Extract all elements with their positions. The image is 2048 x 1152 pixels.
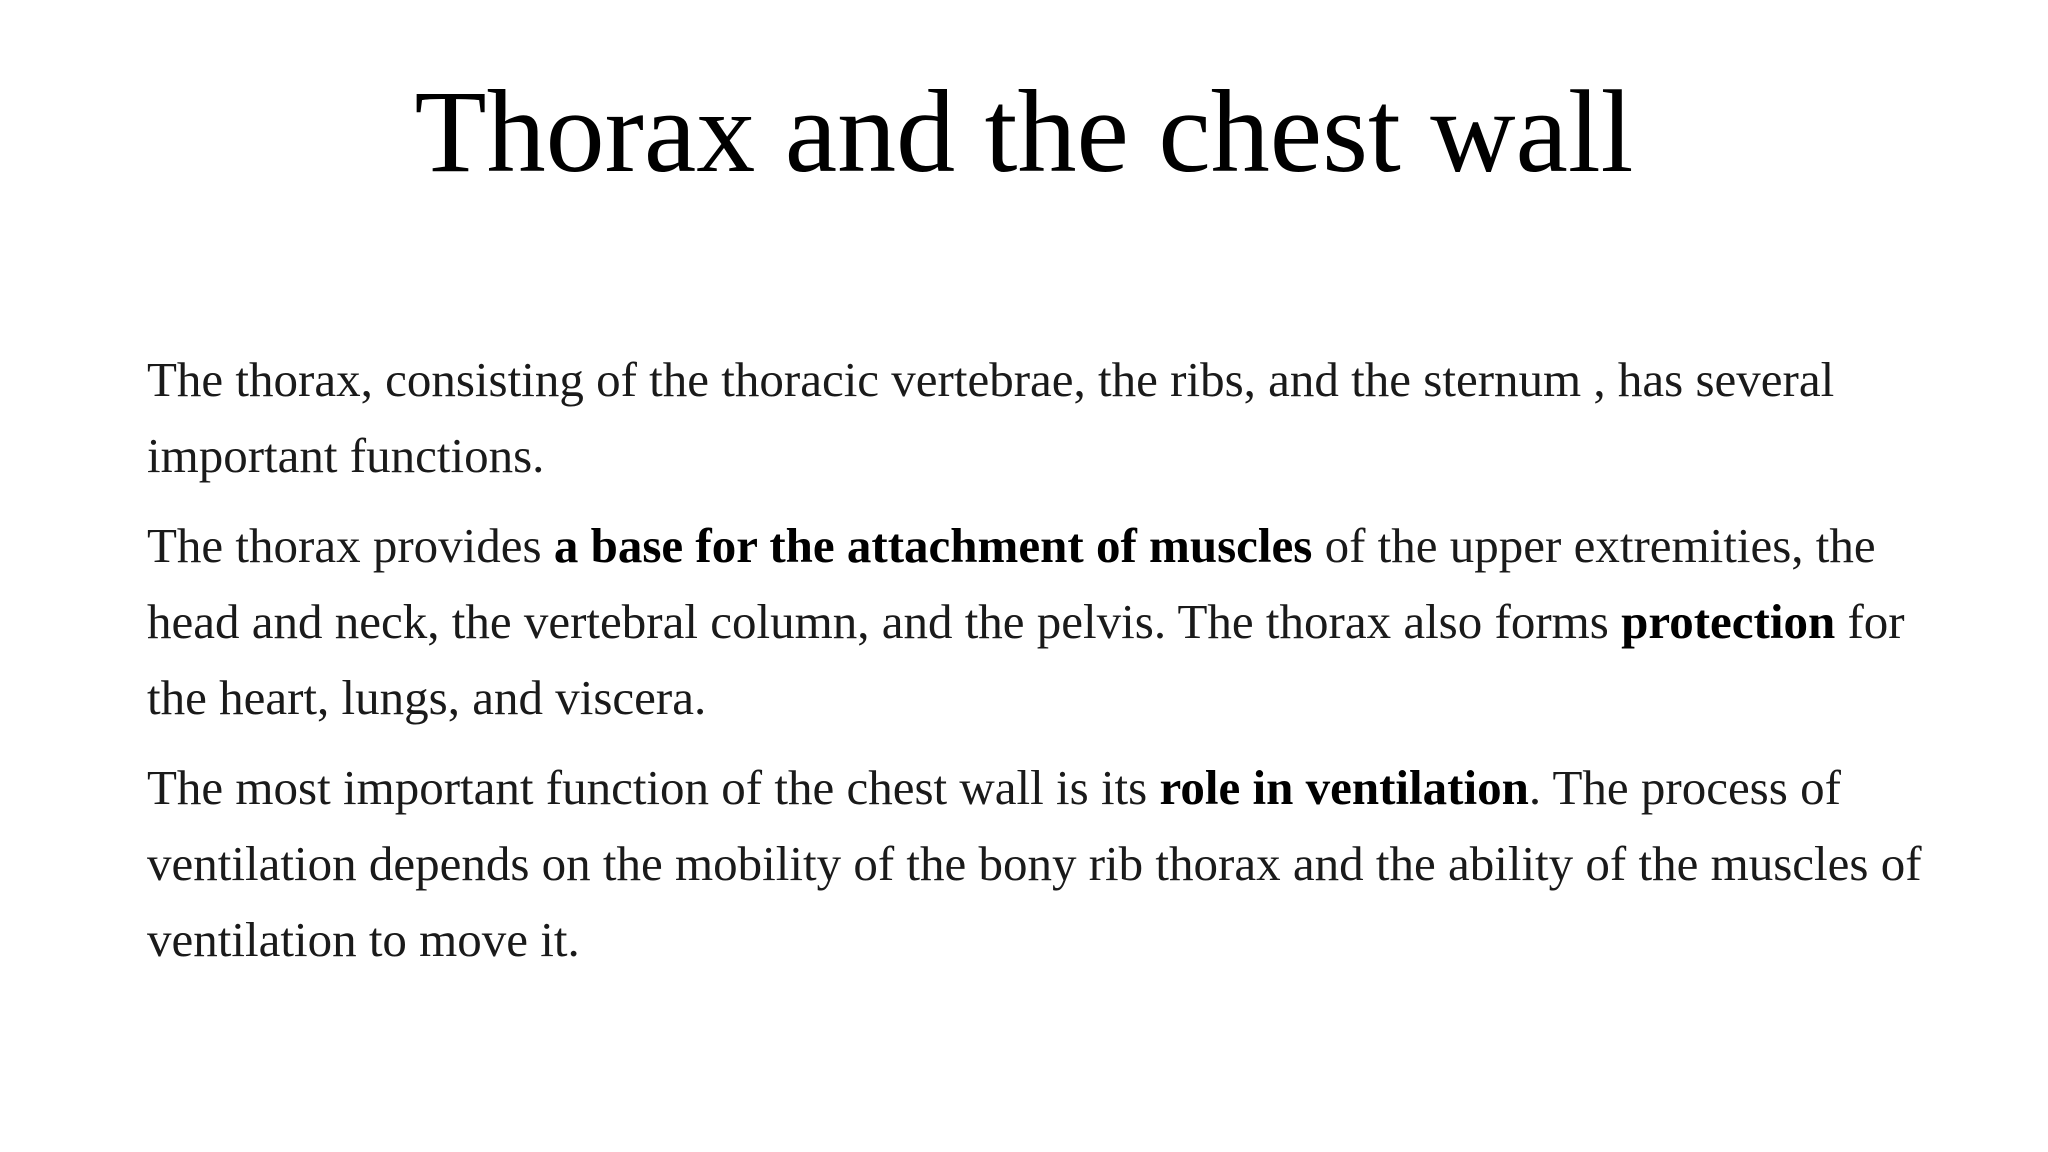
emphasis-ventilation: role in ventilation [1159,760,1529,815]
paragraph-ventilation [147,750,1927,978]
paragraph-text: . The process of ventilation depends on the mobility of the bony rib thorax and the ability of the muscles of ventilation to move it. [147,760,1922,967]
paragraph-text: The most important function of the chest wall is its [147,760,1160,815]
paragraph-text: The thorax provides [147,518,554,573]
paragraph-text: for the heart, lungs, and viscera. [147,594,1905,725]
paragraph-intro [147,342,1927,494]
slide-body [147,342,1927,992]
slide-title: Thorax and the chest wall [414,66,1634,197]
paragraph-text: of the upper extremities, the head and neck, the vertebral column, and the pelvis. The thorax also forms [147,518,1876,649]
paragraph-intro-text: The thorax, consisting of the thoracic vertebrae, the ribs, and the sternum , has several important functions. [147,352,1835,483]
emphasis-muscle-attachment: a base for the attachment of muscles [553,518,1313,573]
paragraph-attachment-protection [147,508,1927,736]
emphasis-protection: protection [1621,594,1836,649]
